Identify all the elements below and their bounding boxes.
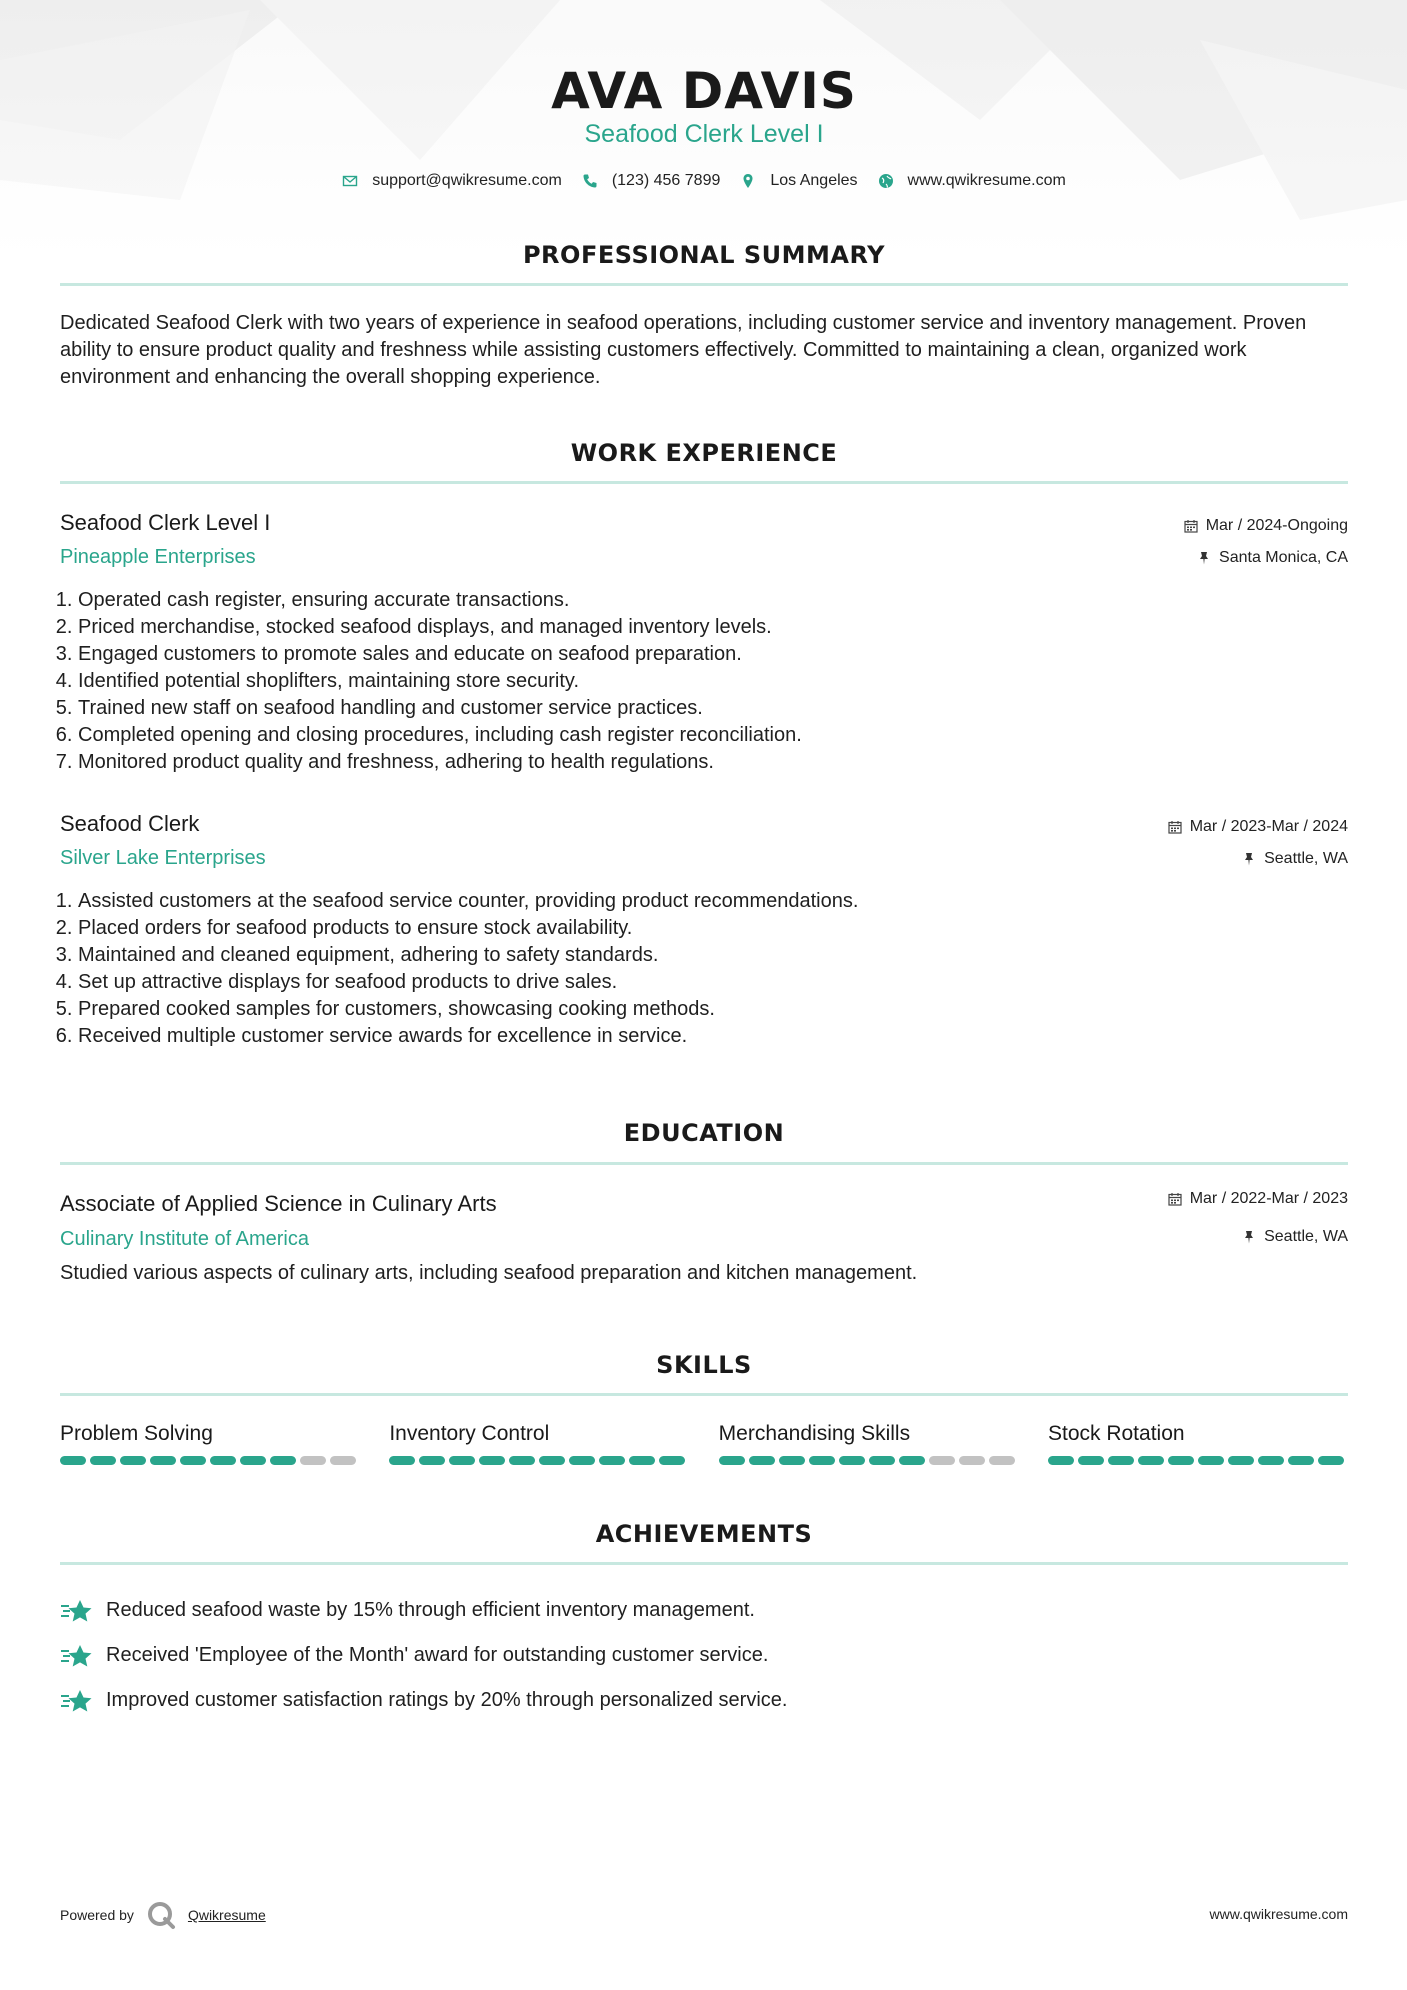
rating-segment-filled (1318, 1456, 1344, 1465)
skill-name: Stock Rotation (1047, 1422, 1185, 1445)
rating-segment-filled (1048, 1456, 1074, 1465)
rating-segment-filled (569, 1456, 595, 1465)
rating-segment-filled (1198, 1456, 1224, 1465)
achievement-text: Reduced seafood waste by 15% through efficient inventory management. (106, 1599, 755, 1621)
rating-segment-filled (389, 1456, 415, 1465)
job-title: Seafood Clerk (60, 811, 200, 836)
skill-name: Problem Solving (60, 1422, 213, 1445)
rating-segment-filled (1258, 1456, 1284, 1465)
list-item (60, 1633, 1348, 1678)
rating-segment-empty (330, 1456, 356, 1465)
achievement-text: Improved customer satisfaction ratings by 20% through personalized service. (106, 1689, 788, 1711)
rating-segment-empty (989, 1456, 1015, 1465)
job-bullets (60, 587, 1348, 776)
achievement-text: Received 'Employee of the Month' award for outstanding customer service. (106, 1644, 769, 1666)
section-title-education: EDUCATION (623, 1119, 785, 1147)
candidate-role: Seafood Clerk Level I (584, 120, 824, 148)
list-item: 1. Operated cash register, ensuring accurate transactions. (78, 587, 1348, 614)
rating-segment-filled (210, 1456, 236, 1465)
skill-name: Inventory Control (389, 1422, 550, 1445)
rating-segment-filled (419, 1456, 445, 1465)
summary-text: Dedicated Seafood Clerk with two years of experience in seafood operations, including customer service and inventory management. Proven ability to ensure product quality and freshness while assisting customers effectively. Committed to maintaining a clean, organized work environment and enhancing the overall shopping experience. (60, 312, 1307, 388)
rating-segment-filled (629, 1456, 655, 1465)
education-dates (1168, 1190, 1348, 1208)
rating-segment-empty (929, 1456, 955, 1465)
skill-rating (1048, 1456, 1348, 1465)
job-location-text: Seattle, WA (1264, 850, 1348, 867)
footer-url[interactable]: www.qwikresume.com (1209, 1906, 1348, 1922)
job-company: Silver Lake Enterprises (60, 847, 266, 869)
job-title: Seafood Clerk Level I (60, 510, 271, 535)
rating-segment-filled (90, 1456, 116, 1465)
phone-icon (582, 173, 598, 189)
rating-segment-filled (779, 1456, 805, 1465)
education-degree: Associate of Applied Science in Culinary Arts (60, 1191, 497, 1216)
website-text: www.qwikresume.com (907, 172, 1066, 189)
job-dates-text: Mar / 2024-Ongoing (1205, 517, 1348, 534)
rating-segment-filled (1288, 1456, 1314, 1465)
calendar-icon (1168, 1192, 1182, 1206)
calendar-icon (1184, 519, 1198, 533)
map-pin-icon (740, 173, 756, 189)
candidate-name: AVA DAVIS (551, 62, 857, 120)
qwikresume-logo-icon (146, 1900, 176, 1930)
rating-segment-filled (479, 1456, 505, 1465)
rating-segment-filled (1168, 1456, 1194, 1465)
globe-icon (878, 173, 894, 189)
rating-segment-filled (1078, 1456, 1104, 1465)
rating-segment-filled (150, 1456, 176, 1465)
pushpin-icon (1242, 852, 1256, 866)
contact-website[interactable] (878, 172, 1066, 190)
section-divider (60, 283, 1348, 286)
section-title-experience: WORK EXPERIENCE (570, 439, 838, 467)
rating-segment-empty (959, 1456, 985, 1465)
list-item: 6. Completed opening and closing procedures, including cash register reconciliation. (78, 722, 1348, 749)
rating-segment-filled (539, 1456, 565, 1465)
skill-item (389, 1422, 689, 1465)
powered-by-label: Powered by (60, 1907, 134, 1923)
skill-item (719, 1422, 1019, 1465)
calendar-icon (1168, 820, 1182, 834)
job-dates-text: Mar / 2023-Mar / 2024 (1189, 818, 1348, 835)
rating-segment-filled (869, 1456, 895, 1465)
contact-email[interactable] (342, 172, 562, 190)
pushpin-icon (1197, 551, 1211, 565)
job-location (1242, 850, 1348, 868)
skill-name: Merchandising Skills (718, 1422, 911, 1445)
star-award-icon (60, 1598, 94, 1624)
rating-segment-empty (300, 1456, 326, 1465)
envelope-icon (342, 173, 358, 189)
rating-segment-filled (749, 1456, 775, 1465)
section-title-summary: PROFESSIONAL SUMMARY (522, 241, 886, 269)
list-item: 3. Engaged customers to promote sales and educate on seafood preparation. (78, 641, 1348, 668)
skill-rating (719, 1456, 1019, 1465)
list-item: 2. Priced merchandise, stocked seafood displays, and managed inventory levels. (78, 614, 1348, 641)
rating-segment-filled (509, 1456, 535, 1465)
list-item (60, 1588, 1348, 1633)
job-company: Pineapple Enterprises (60, 546, 256, 568)
contact-bar (60, 172, 1348, 190)
education-description: Studied various aspects of culinary arts, including seafood preparation and kitchen management. (60, 1262, 918, 1284)
achievements-list (60, 1588, 1348, 1723)
job-location (1197, 549, 1348, 567)
section-divider (60, 481, 1348, 484)
qwikresume-link[interactable]: Qwikresume (187, 1907, 266, 1923)
job-dates (1168, 818, 1348, 836)
rating-segment-filled (659, 1456, 685, 1465)
pushpin-icon (1242, 1230, 1256, 1244)
skill-item (1048, 1422, 1348, 1465)
education-location-text: Seattle, WA (1264, 1228, 1348, 1245)
education-dates-text: Mar / 2022-Mar / 2023 (1189, 1190, 1348, 1207)
rating-segment-filled (599, 1456, 625, 1465)
email-text: support@qwikresume.com (372, 172, 562, 189)
rating-segment-filled (1228, 1456, 1254, 1465)
job-location-text: Santa Monica, CA (1219, 549, 1348, 566)
rating-segment-filled (180, 1456, 206, 1465)
list-item: 5. Prepared cooked samples for customers, showcasing cooking methods. (78, 996, 1348, 1023)
job-dates (1184, 517, 1348, 535)
education-school: Culinary Institute of America (60, 1228, 309, 1250)
skill-rating (389, 1456, 689, 1465)
skills-list (60, 1422, 1348, 1465)
job-bullets (60, 888, 1348, 1050)
rating-segment-filled (719, 1456, 745, 1465)
list-item: 4. Set up attractive displays for seafood products to drive sales. (78, 969, 1348, 996)
section-divider (60, 1393, 1348, 1396)
contact-phone[interactable] (582, 172, 721, 190)
rating-segment-filled (899, 1456, 925, 1465)
list-item: 5. Trained new staff on seafood handling and customer service practices. (78, 695, 1348, 722)
contact-location (740, 172, 857, 190)
rating-segment-filled (809, 1456, 835, 1465)
skill-rating (60, 1456, 360, 1465)
list-item: 4. Identified potential shoplifters, maintaining store security. (78, 668, 1348, 695)
star-award-icon (60, 1688, 94, 1714)
location-text: Los Angeles (770, 172, 858, 189)
education-location (1242, 1228, 1348, 1246)
section-divider (60, 1562, 1348, 1565)
skill-item (60, 1422, 360, 1465)
list-item: 2. Placed orders for seafood products to ensure stock availability. (78, 915, 1348, 942)
star-award-icon (60, 1643, 94, 1669)
rating-segment-filled (270, 1456, 296, 1465)
section-title-achievements: ACHIEVEMENTS (595, 1520, 813, 1548)
section-title-skills: SKILLS (656, 1351, 752, 1379)
rating-segment-filled (449, 1456, 475, 1465)
rating-segment-filled (839, 1456, 865, 1465)
rating-segment-filled (1138, 1456, 1164, 1465)
rating-segment-filled (240, 1456, 266, 1465)
rating-segment-filled (1108, 1456, 1134, 1465)
rating-segment-filled (60, 1456, 86, 1465)
list-item (60, 1678, 1348, 1723)
list-item: 1. Assisted customers at the seafood service counter, providing product recommendations. (78, 888, 1348, 915)
phone-text: (123) 456 7899 (611, 172, 721, 189)
section-divider (60, 1162, 1348, 1165)
list-item: 3. Maintained and cleaned equipment, adhering to safety standards. (78, 942, 1348, 969)
list-item: 6. Received multiple customer service awards for excellence in service. (78, 1023, 1348, 1050)
footer-powered-by (60, 1900, 266, 1930)
list-item: 7. Monitored product quality and freshness, adhering to health regulations. (78, 749, 1348, 776)
rating-segment-filled (120, 1456, 146, 1465)
